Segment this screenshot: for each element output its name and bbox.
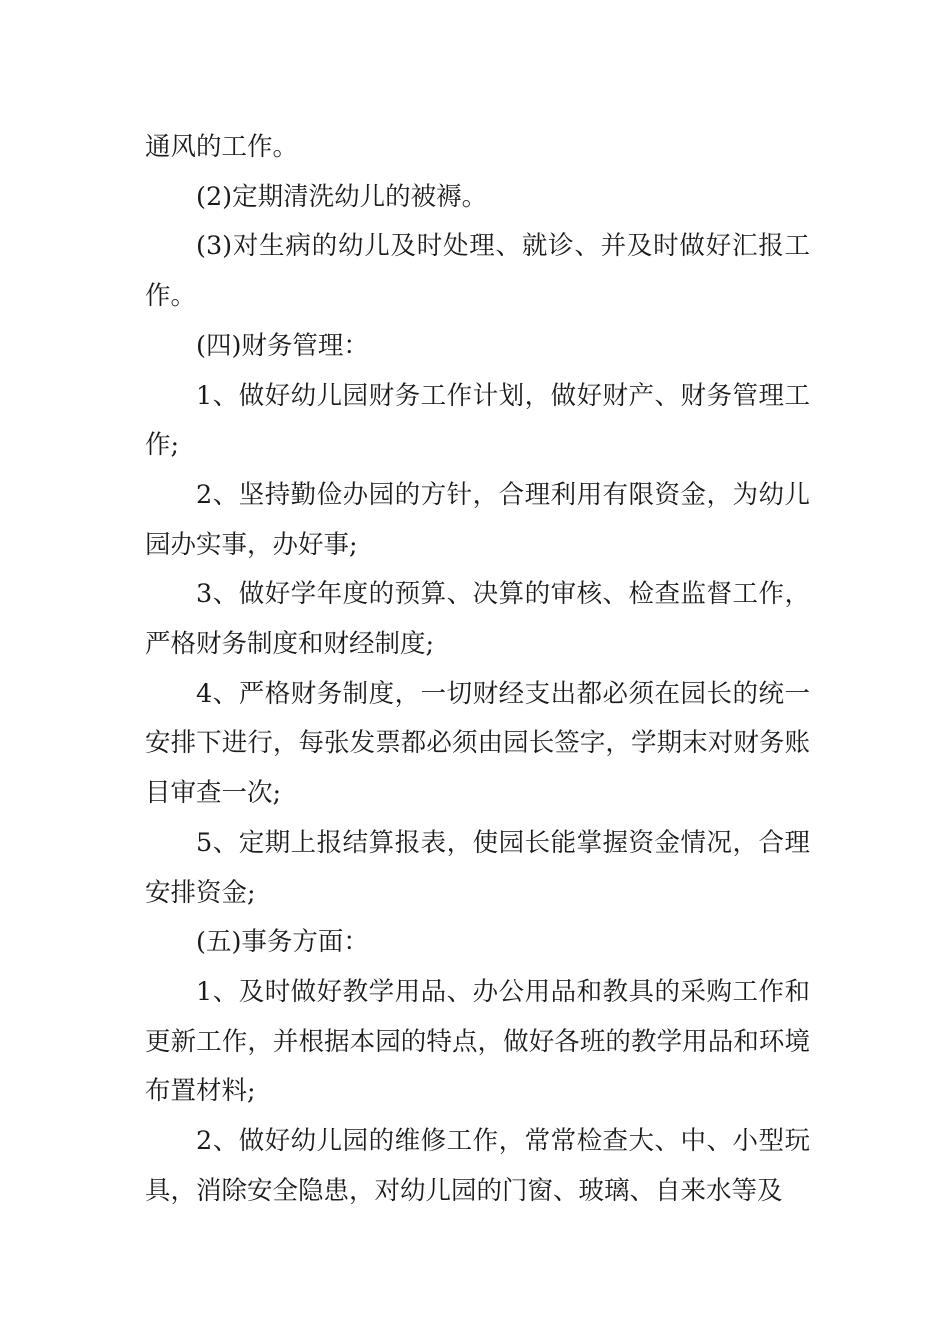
finance-item-1: 1、做好幼儿园财务工作计划，做好财产、财务管理工作; [145, 380, 810, 461]
finance-item-5: 5、定期上报结算报表，使园长能掌握资金情况，合理安排资金; [145, 827, 810, 908]
paragraph-item-3: (3)对生病的幼儿及时处理、就诊、并及时做好汇报工作。 [145, 231, 810, 312]
paragraph-item-2: (2)定期清洗幼儿的被褥。 [196, 181, 488, 212]
finance-item-4: 4、严格财务制度，一切财经支出都必须在园长的统一安排下进行，每张发票都必须由园长签字，学期末对财务账目审查一次; [145, 678, 810, 809]
affairs-item-2: 2、做好幼儿园的维修工作，常常检查大、中、小型玩具，消除安全隐患，对幼儿园的门窗、玻璃、自来水等及 [145, 1126, 810, 1206]
affairs-item-1: 1、及时做好教学用品、办公用品和教具的采购工作和更新工作，并根据本园的特点，做好各班的教学用品和环境布置材料; [145, 976, 810, 1107]
finance-item-2: 2、坚持勤俭办园的方针，合理利用有限资金，为幼儿园办实事，办好事; [145, 479, 810, 560]
paragraph-continuation: 通风的工作。 [145, 132, 299, 162]
finance-item-3: 3、做好学年度的预算、决算的审核、检查监督工作，严格财务制度和财经制度; [145, 579, 810, 660]
section-heading-affairs: (五)事务方面： [196, 927, 369, 958]
document-page [145, 123, 810, 1216]
section-heading-finance: (四)财务管理： [196, 330, 369, 361]
